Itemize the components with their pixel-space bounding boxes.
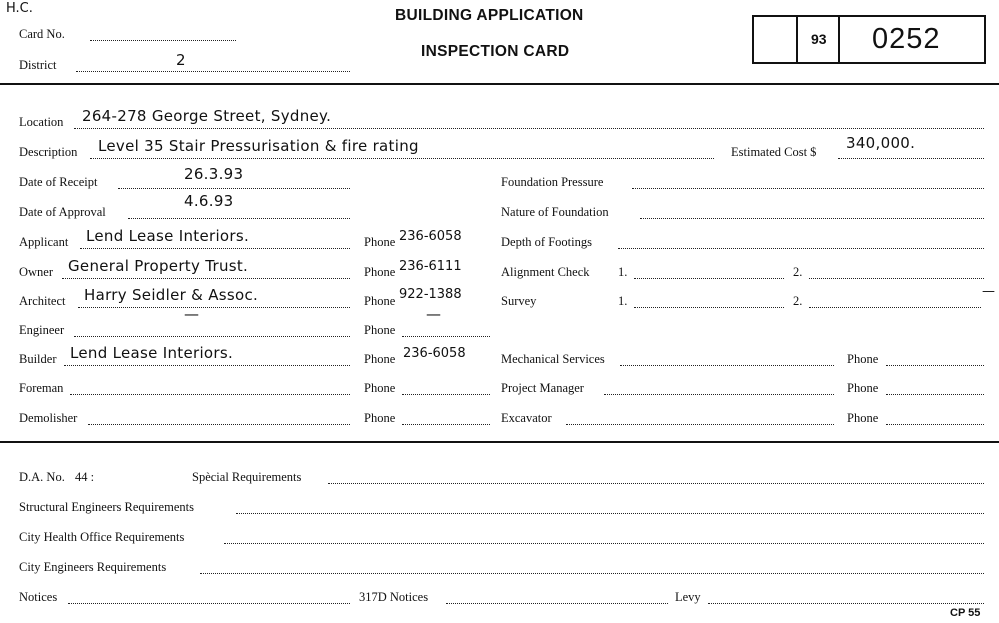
da-no-label: D.A. No.	[19, 470, 65, 484]
foundation-pressure-label: Foundation Pressure	[501, 175, 604, 189]
district-label: District	[19, 58, 57, 72]
mechanical-services-line[interactable]	[620, 365, 834, 366]
owner-phone: 236-6111	[399, 259, 462, 274]
excavator-phone-label: Phone	[847, 411, 879, 425]
form-title-line1: BUILDING APPLICATION	[395, 7, 584, 24]
project-manager-phone-label: Phone	[847, 381, 879, 395]
levy-label: Levy	[675, 590, 701, 604]
builder-phone-label: Phone	[364, 352, 396, 366]
owner-line[interactable]	[62, 278, 350, 279]
notices-317d-line[interactable]	[446, 603, 668, 604]
applicant-value: Lend Lease Interiors.	[86, 227, 250, 245]
card-year: 93	[811, 31, 827, 47]
applicant-label: Applicant	[19, 235, 69, 249]
builder-value: Lend Lease Interiors.	[70, 344, 234, 362]
demolisher-label: Demolisher	[19, 411, 78, 425]
architect-label: Architect	[19, 294, 66, 308]
structural-engineers-label: Structural Engineers Requirements	[19, 500, 194, 514]
project-manager-phone-line[interactable]	[886, 394, 984, 395]
date-receipt-line[interactable]	[118, 188, 350, 189]
survey-num2: 2.	[793, 294, 803, 308]
special-requirements-line[interactable]	[328, 483, 984, 484]
demolisher-line[interactable]	[88, 424, 350, 425]
engineer-phone-line[interactable]	[402, 336, 490, 337]
survey-line-1[interactable]	[634, 307, 784, 308]
demolisher-phone-line[interactable]	[402, 424, 490, 425]
top-rule	[0, 83, 999, 85]
estimated-cost-line[interactable]	[838, 158, 984, 159]
engineer-phone-label: Phone	[364, 323, 396, 337]
project-manager-label: Project Manager	[501, 381, 584, 395]
estimated-cost-label: Estimated Cost $	[731, 145, 817, 159]
mechanical-phone-label: Phone	[847, 352, 879, 366]
structural-engineers-line[interactable]	[236, 513, 984, 514]
city-health-line[interactable]	[224, 543, 984, 544]
date-receipt-value: 26.3.93	[184, 165, 244, 183]
foreman-phone-label: Phone	[364, 381, 396, 395]
alignment-line-1[interactable]	[634, 278, 784, 279]
engineer-phone: —	[426, 305, 442, 323]
mechanical-phone-line[interactable]	[886, 365, 984, 366]
da-no-value: 44 :	[75, 470, 95, 484]
notices-line[interactable]	[68, 603, 350, 604]
nature-foundation-label: Nature of Foundation	[501, 205, 609, 219]
middle-rule	[0, 441, 999, 443]
alignment-num2: 2.	[793, 265, 803, 279]
nature-foundation-line[interactable]	[640, 218, 984, 219]
date-receipt-label: Date of Receipt	[19, 175, 98, 189]
notices-317d-label: 317D Notices	[359, 590, 429, 604]
builder-label: Builder	[19, 352, 57, 366]
alignment-num1: 1.	[618, 265, 628, 279]
location-line[interactable]	[74, 128, 984, 129]
demolisher-phone-label: Phone	[364, 411, 396, 425]
foreman-phone-line[interactable]	[402, 394, 490, 395]
date-approval-line[interactable]	[128, 218, 350, 219]
engineer-value: —	[184, 305, 200, 323]
survey-line-2[interactable]	[809, 307, 981, 308]
architect-phone-label: Phone	[364, 294, 396, 308]
district-value: 2	[176, 51, 186, 69]
card-no-label: Card No.	[19, 27, 65, 41]
notices-label: Notices	[19, 590, 58, 604]
builder-phone: 236-6058	[403, 346, 466, 361]
applicant-phone-label: Phone	[364, 235, 396, 249]
description-value: Level 35 Stair Pressurisation & fire rating	[98, 137, 419, 155]
description-label: Description	[19, 145, 78, 159]
location-label: Location	[19, 115, 64, 129]
alignment-line-2[interactable]	[809, 278, 984, 279]
card-number: 0252	[872, 23, 941, 55]
special-requirements-label: Spècial Requirements	[192, 470, 302, 484]
estimated-cost-value: 340,000.	[846, 134, 916, 152]
applicant-line[interactable]	[80, 248, 350, 249]
hc-note: H.C.	[6, 1, 33, 16]
engineer-label: Engineer	[19, 323, 65, 337]
survey-num1: 1.	[618, 294, 628, 308]
engineer-line[interactable]	[74, 336, 350, 337]
foreman-label: Foreman	[19, 381, 64, 395]
architect-phone: 922-1388	[399, 287, 462, 302]
date-approval-label: Date of Approval	[19, 205, 106, 219]
location-value: 264-278 George Street, Sydney.	[82, 107, 332, 125]
mechanical-services-label: Mechanical Services	[501, 352, 605, 366]
card-number-box	[752, 15, 986, 64]
owner-label: Owner	[19, 265, 54, 279]
excavator-phone-line[interactable]	[886, 424, 984, 425]
survey-label: Survey	[501, 294, 537, 308]
city-health-label: City Health Office Requirements	[19, 530, 185, 544]
survey-mark: —	[982, 284, 995, 299]
depth-footings-line[interactable]	[618, 248, 984, 249]
project-manager-line[interactable]	[604, 394, 834, 395]
levy-line[interactable]	[708, 603, 984, 604]
alignment-check-label: Alignment Check	[501, 265, 590, 279]
owner-phone-label: Phone	[364, 265, 396, 279]
builder-line[interactable]	[64, 365, 350, 366]
depth-footings-label: Depth of Footings	[501, 235, 592, 249]
form-code: CP 55	[950, 607, 981, 619]
applicant-phone: 236-6058	[399, 229, 462, 244]
architect-value: Harry Seidler & Assoc.	[84, 286, 259, 304]
excavator-line[interactable]	[566, 424, 834, 425]
foundation-pressure-line[interactable]	[632, 188, 984, 189]
card-no-line[interactable]	[90, 40, 236, 41]
city-engineers-line[interactable]	[200, 573, 984, 574]
description-line[interactable]	[90, 158, 714, 159]
date-approval-value: 4.6.93	[184, 192, 234, 210]
city-engineers-label: City Engineers Requirements	[19, 560, 167, 574]
district-line[interactable]	[76, 71, 350, 72]
owner-value: General Property Trust.	[68, 257, 249, 275]
architect-line[interactable]	[78, 307, 350, 308]
excavator-label: Excavator	[501, 411, 552, 425]
form-title-line2: INSPECTION CARD	[421, 43, 570, 60]
foreman-line[interactable]	[70, 394, 350, 395]
